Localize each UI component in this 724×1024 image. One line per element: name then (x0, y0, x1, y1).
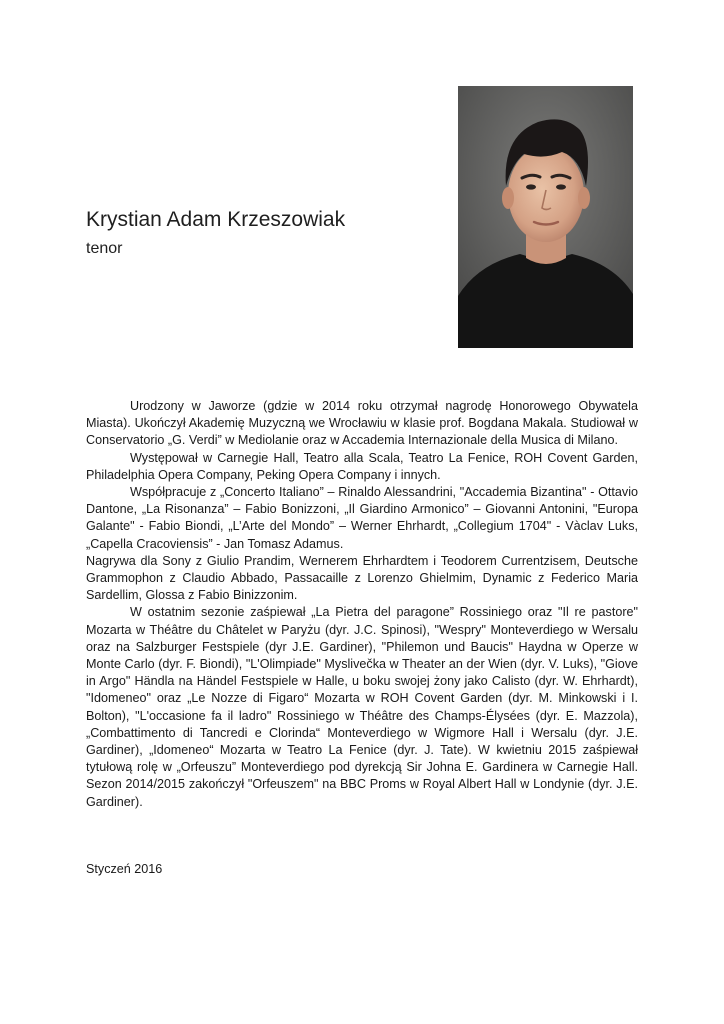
bio-paragraph: Współpracuje z „Concerto Italiano” – Rinaldo Alessandrini, "Accademia Bizantina" - Ottavio Dantone, „La Risonanza” – Fabio Bonizzoni, „Il Giardino Armonico” – Giovanni Antonini, "Europa Galante" - Fabio Biondi, „L’Arte del Mondo” – Werner Ehrhardt, „Collegium 1704" - Vàclav Luks, „Capella Cracoviensis” - Jan Tomasz Adamus. (86, 485, 638, 551)
artist-name: Krystian Adam Krzeszowiak (86, 208, 346, 231)
bio-paragraph: W ostatnim sezonie zaśpiewał „La Pietra del paragone” Rossiniego oraz "Il re pastore" Mozarta w Théâtre du Châtelet w Paryżu (dyr. J.C. Spinosi), "Wespry" Monteverdiego w Wersalu oraz na Salzburger Festspiele (dyr J.E. Gardiner), "Philemon und Baucis" Haydna w Operze w Monte Carlo (dyr. F. Biondi), "L'Olimpiade" Myslivečka w Theater an der Wien (dyr. V. Luks), "Giove in Argo" Händla na Händel Festspiele w Halle, u boku swojej żony jako Calisto (dyr. W. Ehrhardt), "Idomeneo" oraz „Le Nozze di Figaro“ Mozarta w ROH Covent Garden (dyr. M. Minkowski i I. Bolton), "L'occasione fa il ladro" Rossiniego w Théâtre des Champs-Élysées (dyr. E. Mazzola), „Combattimento di Tancredi e Clorinda“ Monteverdiego w Wigmore Hall i Wersalu (dyr. J.E. Gardiner), „Idomeneo“ Mozarta w Teatro La Fenice (dyr. J. Tate). W kwietniu 2015 zaśpiewał tytułową rolę w „Orfeuszu” Monteverdiego pod dyrekcją Sir Johna E. Gardinera w Carnegie Hall. Sezon 2014/2015 zakończył "Orfeuszem" na BBC Proms w Royal Albert Hall w Londynie (dyr. J.E. Gardiner). (86, 605, 638, 809)
bio-paragraph: Nagrywa dla Sony z Giulio Prandim, Wernerem Ehrhardtem i Teodorem Currentzisem, Deutsche Grammophon z Claudio Abbado, Passacaille z Lorenzo Ghielmim, Dynamic z Federico Maria Sardellim, Glossa z Fabio Binizzonim. (86, 553, 638, 603)
portrait-illustration (458, 86, 633, 348)
portrait-photo (458, 86, 633, 348)
document-date: Styczeń 2016 (86, 862, 163, 876)
header-block (86, 206, 345, 260)
biography (86, 398, 638, 811)
bio-paragraph: Występował w Carnegie Hall, Teatro alla Scala, Teatro La Fenice, ROH Covent Garden, Philadelphia Opera Company, Peking Opera Company i innych. (86, 450, 638, 482)
bio-paragraph: Urodzony w Jaworze (gdzie w 2014 roku otrzymał nagrodę Honorowego Obywatela Miasta). Ukończył Akademię Muzyczną we Wrocławiu w klasie prof. Bogdana Makala. Studiował w Conservatorio „G. Verdi” w Mediolanie oraz w Accademia Internazionale della Musica di Milano. (86, 399, 638, 448)
voice-type: tenor (86, 240, 123, 257)
